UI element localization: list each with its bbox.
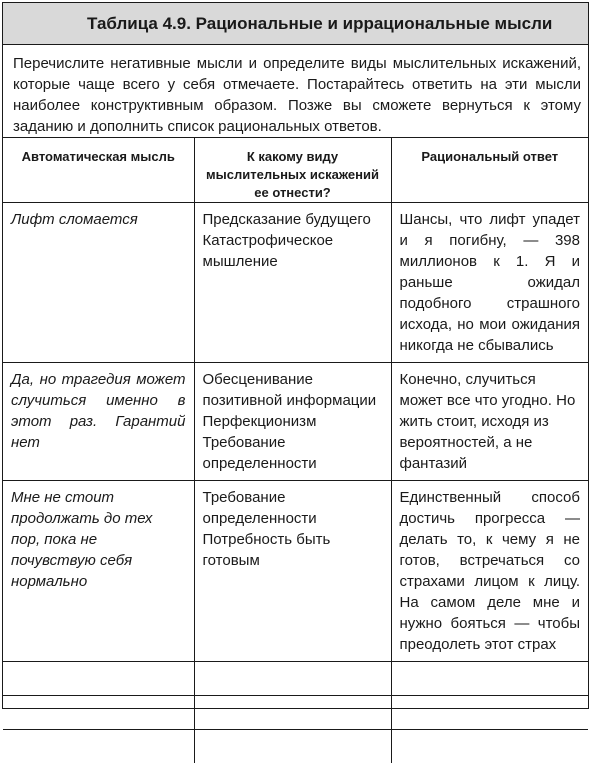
distortion-text: Предсказание будущего Катастрофическое мышление: [203, 211, 371, 270]
cell-answer: Единственный способ достичь прогресса — делать то, к чему я не готов, встречаться со страхами лицом к лицу. На самом деле мне и нужно бояться — чтобы преодолеть этот страх: [391, 481, 588, 662]
empty-row: [3, 730, 588, 763]
empty-cell: [194, 730, 391, 763]
empty-row: [3, 662, 588, 696]
cell-thought: Да, но трагедия может случиться именно в этот раз. Гарантий нет: [3, 363, 194, 481]
cell-distortion: [194, 481, 391, 662]
empty-cell: [391, 730, 588, 763]
empty-cell: [391, 662, 588, 696]
empty-cell: [194, 662, 391, 696]
empty-cell: [3, 730, 194, 763]
intro-text: Перечислите негативные мысли и определите виды мыслительных искажений, которые чаще всего у себя отмечаете. Постарайтесь ответить на эти мысли наиболее конструктивным образом. Позже вы сможете вернуться к этому заданию и дополнить список рациональных ответов.: [13, 53, 581, 137]
empty-cell: [391, 696, 588, 730]
empty-cell: [3, 662, 194, 696]
header-rational-answer: Рациональный ответ: [391, 138, 588, 203]
header-automatic-thought: Автоматическая мысль: [3, 138, 194, 203]
empty-cell: [194, 696, 391, 730]
table-row: [3, 363, 588, 481]
empty-row: [3, 696, 588, 730]
empty-cell: [3, 696, 194, 730]
cell-distortion: [194, 363, 391, 481]
cell-answer: Конечно, случиться может все что угодно. Но жить стоит, исходя из вероятностей, а не фантазий: [391, 363, 588, 481]
table-row: [3, 203, 588, 363]
thoughts-table: [3, 137, 588, 763]
header-distortion-type: К какому виду мыслительных искажений ее отнести?: [194, 138, 391, 203]
cell-thought: Мне не стоит продолжать до тех пор, пока не почувствую себя нормально: [3, 481, 194, 662]
cell-thought: Лифт сломается: [3, 203, 194, 363]
distortion-text: Требование определенности Потребность быть готовым: [203, 489, 331, 569]
table-title: Таблица 4.9. Рациональные и иррациональные мысли: [3, 3, 588, 45]
cell-answer: Шансы, что лифт упадет и я погибну, — 398 миллионов к 1. Я и раньше ожидал подобного страшного исхода, но мои ожидания никогда не сбывались: [391, 203, 588, 363]
cell-distortion: [194, 203, 391, 363]
table-frame: [2, 2, 589, 709]
table-row: [3, 481, 588, 662]
distortion-text: Обесценивание позитивной информации Перфекционизм Требование определенности: [203, 371, 377, 472]
table-header-row: [3, 138, 588, 203]
